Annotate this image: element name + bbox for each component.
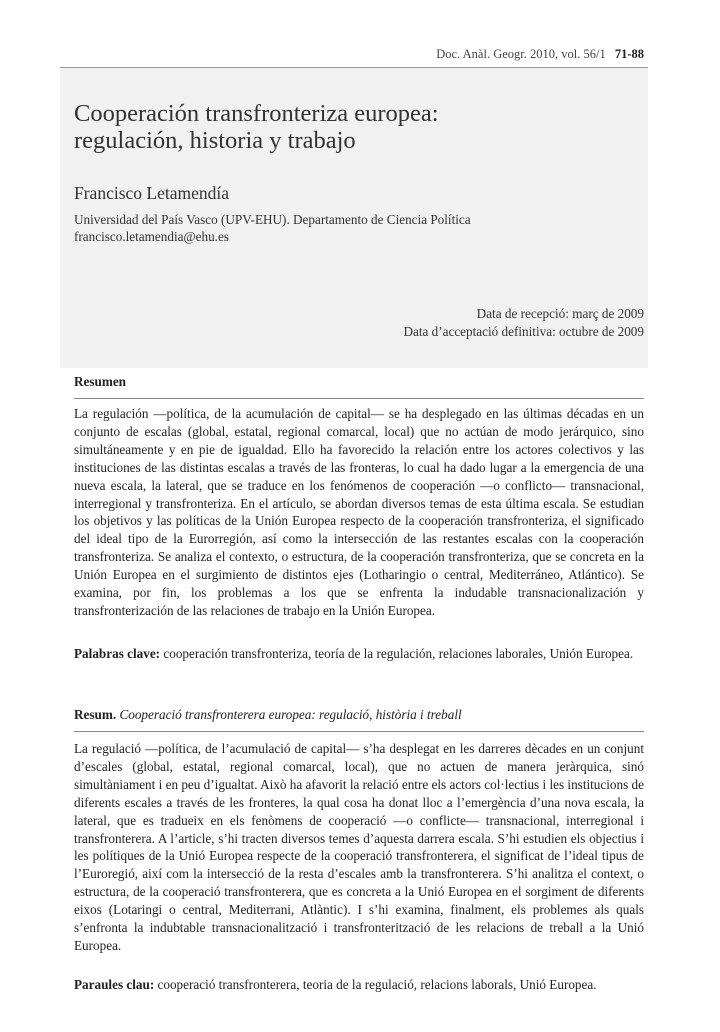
submission-dates xyxy=(300,305,644,341)
author-affiliation-block xyxy=(74,211,471,245)
keywords-ca-list: cooperació transfronterera, teoria de la regulació, relacions laborals, Unió Europea. xyxy=(157,977,597,992)
affiliation: Universidad del País Vasco (UPV-EHU). Departamento de Ciencia Política xyxy=(74,212,471,227)
title-line-2: regulación, historia y trabajo xyxy=(74,127,356,154)
keywords-es-list: cooperación transfronteriza, teoría de la regulación, relaciones laborales, Unión Europea. xyxy=(163,646,634,661)
page-range: 71-88 xyxy=(614,47,644,61)
keywords-es-label: Palabras clave: xyxy=(74,646,161,661)
abstract-ca-subtitle: Cooperació transfronterera europea: regulació, història i treball xyxy=(119,707,462,722)
article-title xyxy=(74,100,634,154)
abstract-ca-label: Resum. xyxy=(74,707,117,722)
abstract-ca-rule xyxy=(74,731,644,732)
keywords-ca xyxy=(74,976,644,994)
received-date: Data de recepció: març de 2009 xyxy=(476,306,644,321)
keywords-ca-label: Paraules clau: xyxy=(74,977,155,992)
journal-citation: Doc. Anàl. Geogr. 2010, vol. 56/1 xyxy=(436,47,606,61)
abstract-ca-heading xyxy=(74,707,462,723)
abstract-es-heading: Resumen xyxy=(74,374,127,389)
title-line-1: Cooperación transfronteriza europea: xyxy=(74,100,439,127)
abstract-es-text: La regulación —política, de la acumulación de capital— se ha desplegado en las últimas décadas en un conjunto de escalas (global, estatal, regional comarcal, local) que no actúan de modo jerárquico, sino simultáneamente y en pie de igualdad. Ello ha favorecido la relación entre los actores colectivos y las instituciones de las distintas escalas a través de las fronteras, lo cual ha dado lugar a la emergencia de una nueva escala, la lateral, que se traduce en los fenómenos de cooperación —o conflicto— transnacional, interregional y transfronteriza. En el artículo, se abordan diversos temas de esta última escala. Se estudian los objetivos y las políticas de la Unión Europea respecto de la cooperación transfronteriza, el significado del ideal tipo de la Eurorregión, así como la intersección de las restantes escalas con la cooperación transfronteriza. Se analiza el contexto, o estructura, de la cooperación transfronteriza, que se concreta en la Unión Europea en el surgimiento de distintos ejes (Lotharingio o central, Mediterráneo, Atlántico). Se examina, por fin, los problemas a los que se enfrenta la indudable transnacionalización y transfronterización de las relaciones de trabajo en la Unión Europea. xyxy=(74,406,644,618)
abstract-es-rule xyxy=(74,398,644,399)
abstract-ca-text: La regulació —política, de l’acumulació de capital— s’ha desplegat en les darreres dècades en un conjunt d’escales (global, estatal, regional comarcal, local), que no actuen de manera jeràrquica, sinó simultàniament i en peu d’igualtat. Això ha afavorit la relació entre els actors col·lectius i les institucions de diferents escales a través de les fronteres, la qual cosa ha donat lloc a l’emergència d’una nova escala, la lateral, que es tradueix en els fenòmens de cooperació —o conflicte— transnacional, interregional i transfronterera. A l’article, s’hi tracten diversos temes d’aquesta darrera escala. S’hi estudien els objectius i les polítiques de la Unió Europea respecte de la cooperació transfronterera, el significat de l’ideal tipus de l’Euroregió, així com la intersecció de la resta d’escales amb la transfronterera. S’hi analitza el context, o estructura, de la cooperació transfronterera, que es concreta a la Unió Europea en el sorgiment de diferents eixos (Lotaringi o central, Mediterrani, Atlàntic). I s’hi examina, finalment, els problemes als quals s’enfronta la indubtable transnacionalització i transfronterització de les relacions de treball a la Unió Europea. xyxy=(74,741,644,953)
accepted-date: Data d’acceptació definitiva: octubre de 2009 xyxy=(403,324,644,339)
keywords-es xyxy=(74,645,644,663)
running-head xyxy=(74,47,644,62)
author-name: Francisco Letamendía xyxy=(74,183,230,203)
author-email[interactable]: francisco.letamendia@ehu.es xyxy=(74,229,229,244)
